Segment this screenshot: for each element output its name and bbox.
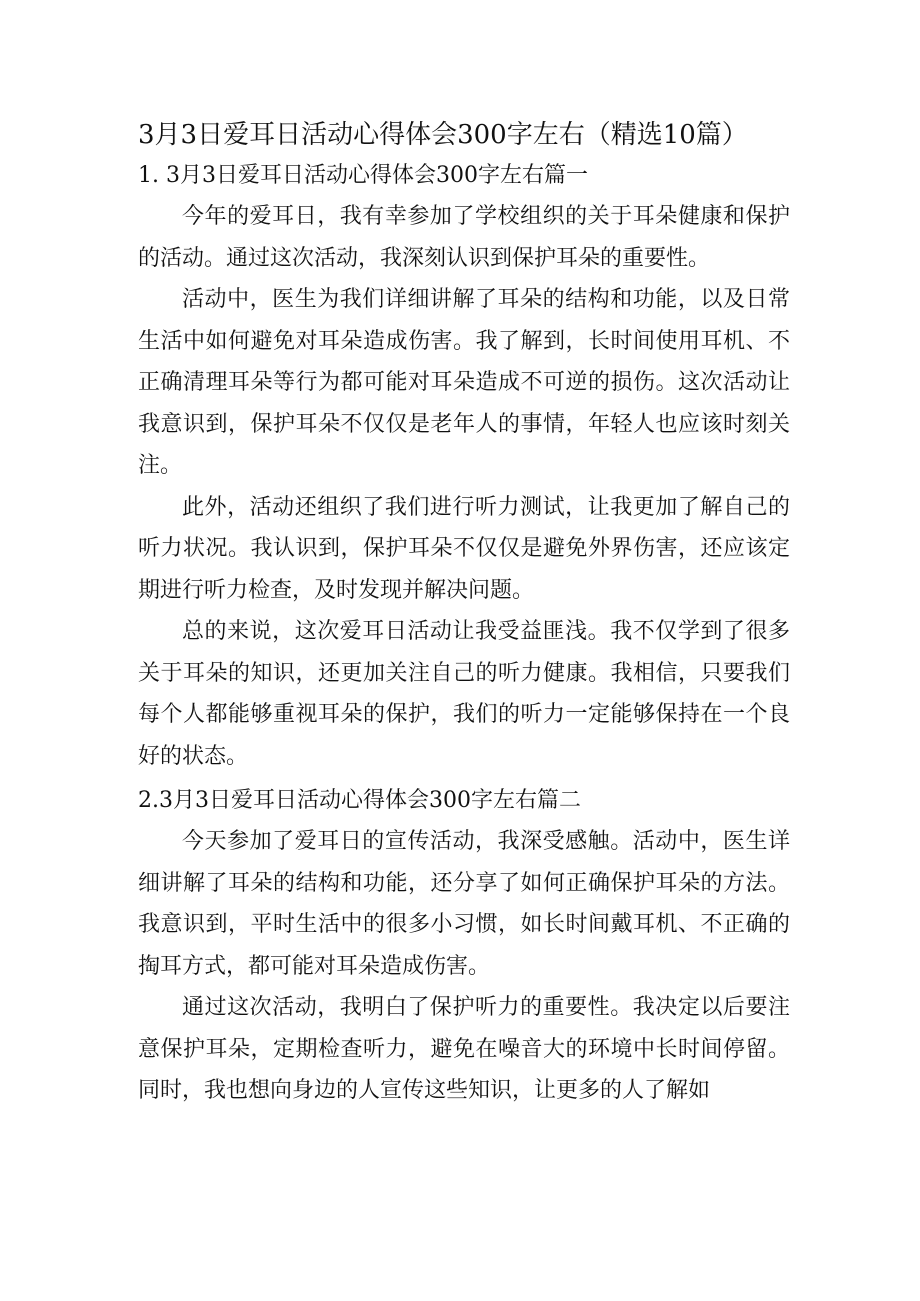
- document-title: 3月3日爱耳日活动心得体会300字左右（精选10篇）: [138, 120, 748, 150]
- section-1: [138, 156, 790, 777]
- paragraph: 总的来说，这次爱耳日活动让我受益匪浅。我不仅学到了很多关于耳朵的知识，还更加关注自己的听力健康。我相信，只要我们每个人都能够重视耳朵的保护，我们的听力一定能够保持在一个良好的状态。: [138, 619, 790, 769]
- section-heading: 1. 3月3日爱耳日活动心得体会300字左右篇一: [138, 163, 588, 188]
- paragraph: 此外，活动还组织了我们进行听力测试，让我更加了解自己的听力状况。我认识到，保护耳朵不仅仅是避免外界伤害，还应该定期进行听力检查，及时发现并解决问题。: [138, 494, 790, 603]
- paragraph: 今天参加了爱耳日的宣传活动，我深受感触。活动中，医生详细讲解了耳朵的结构和功能，还分享了如何正确保护耳朵的方法。我意识到，平时生活中的很多小习惯，如长时间戴耳机、不正确的掏耳方式，都可能对耳朵造成伤害。: [138, 829, 790, 979]
- section-heading: 2.3月3日爱耳日活动心得体会300字左右篇二: [138, 788, 581, 813]
- paragraph: 活动中，医生为我们详细讲解了耳朵的结构和功能，以及日常生活中如何避免对耳朵造成伤害。我了解到，长时间使用耳机、不正确清理耳朵等行为都可能对耳朵造成不可逆的损伤。这次活动让我意识到，保护耳朵不仅仅是老年人的事情，年轻人也应该时刻关注。: [138, 287, 790, 478]
- paragraph: 今年的爱耳日，我有幸参加了学校组织的关于耳朵健康和保护的活动。通过这次活动，我深刻认识到保护耳朵的重要性。: [138, 204, 790, 271]
- paragraph: 通过这次活动，我明白了保护听力的重要性。我决定以后要注意保护耳朵，定期检查听力，避免在噪音大的环境中长时间停留。同时，我也想向身边的人宣传这些知识，让更多的人了解如: [138, 995, 790, 1103]
- document-page: [138, 118, 790, 1112]
- section-2: [138, 781, 790, 1112]
